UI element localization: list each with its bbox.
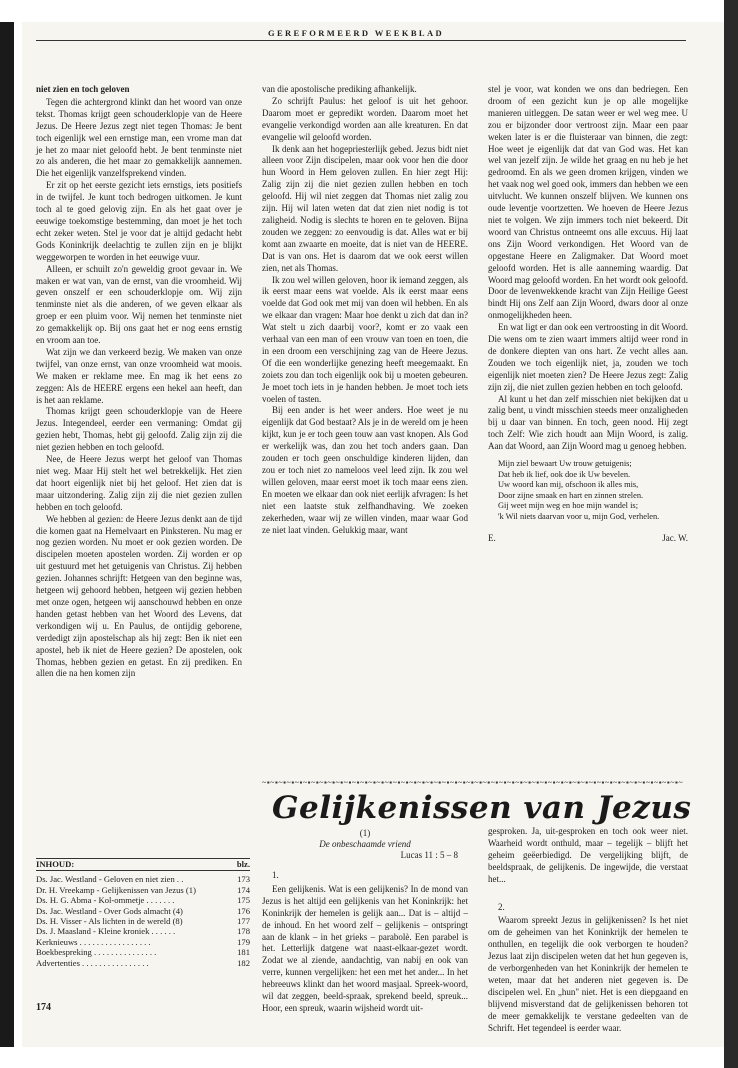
paragraph: Waarom spreekt Jezus in gelijkenissen? Is het niet om de geheimen van het Koninkrijk der hemelen te onthullen, en tegelijk die ook verborgen te houden? Jezus laat zijn discipelen weten dat het hun gegeven is, de verborgenheden van het Koninkrijk der hemelen te weten, maar dat het anderen niet gegeven is. De discipelen wel. En „hun" niet. Het is een diepgaand en blijvend misverstand dat de gelijkenissen behoren tot de meer gemakkelijk te verstane gedeelten van de Schrift. Het tegendeel is eerder waar. <box>488 915 688 1033</box>
article1-column-1 <box>36 84 242 680</box>
toc-heading: INHOUD: <box>36 859 75 869</box>
paragraph: Tegen die achtergrond klinkt dan het woord van onze tekst. Thomas krijgt geen schouderklopje van de Heere Jezus. De Heere Jezus zegt niet tegen Thomas: Je bent toch eigenlijk wel een ernstige man, een vrome man dat je het zo maar niet geloofd hebt. Je bent tenminste niet zo als anderen, die het maar zo gemakkelijk aannemen. Die het eigenlijk vanzelfsprekend vinden. <box>36 96 242 179</box>
author-signature: Jac. W. <box>662 532 688 543</box>
poem-line: Dat heb ik lief, ook doe ik Uw bevelen. <box>498 469 631 479</box>
paragraph: Ik zou wel willen geloven, hoor ik iemand zeggen, als ik eerst maar eens wat voelde. Als ik eerst maar eens voelde dat God ook met mij van doen wil hebben. En als we elkaar dan vragen: Maar hoe denkt u zich dat dan in? Wat stelt u zich daarbij voor?, komt er zo vaak een verhaal van een man of een vrouw van toen en toen, die in een droom een verschijning zag van de Heere Jezus. Of die een wonderlijke genezing heeft meegemaakt. En zoiets zou dan toch eigenlijk ook bij u moeten gebeuren. Je moet toch iets in je handen hebben. Je moet toch iets voelen of tasten. <box>262 274 468 404</box>
article2-number: (1) <box>359 828 371 838</box>
paragraph: stel je voor, wat konden we ons dan bedriegen. Een droom of een gezicht kun je op alle mogelijke manieren uitleggen. De satan weer er wel weg mee. U zou er bijzonder door vertroost zijn. Maar een paar weken later is er die fluisteraar van binnen, die zegt: Hoe weet je eigenlijk dat dat van God was. Het kan wel van jezelf zijn. Je wilde het graag en nu heb je het gedroomd. En als we geen dromen krijgen, vinden we het vaak nog wel goed ook, immers dan hebben we een uitvlucht. We kunnen onszelf blijven. We kunnen ons oude leventje voortzetten. We hoeven de Heere Jezus niet te volgen. We zijn immers toch niet bekeerd. Dit woord van Christus ontneemt ons alle excuus. Hij laat ons Zijn Woord verkondigen. Het Woord van de opgestane Heere en Zaligmaker. Dat Woord moet geloofd worden. Het is alle aanneming waardig. Dat Woord mag geloofd worden. En het wordt ook geloofd. Door de levenwekkende kracht van Zijn Heilige Geest bindt Hij ons Zelf aan Zijn Woord, dwars door al onze onmogelijkheden heen. <box>488 84 688 321</box>
scan-right-edge <box>724 0 738 1068</box>
paragraph: En wat ligt er dan ook een vertroosting in dit Woord. Die wens om te zien waart immers altijd weer rond in de donkere diepten van ons hart. Ze vecht alles aan. Zouden we toch eigenlijk niet, ja, zouden we toch eigenlijk niet moeten zien? De Heere Jezus zegt: Zalig zijn zij, die niet zullen gezien hebben en toch geloofd. <box>488 322 688 392</box>
article2-subheading <box>262 828 468 861</box>
paragraph: gesproken. Ja, uit-gesproken en toch ook weer niet. Waarheid wordt onthuld, maar – tegelijk – blijft het geheim geëerbiedigd. De vergelijking blijft, de beeldspraak, de gelijkenis. De ingewijde, die verstaat het... <box>488 826 688 884</box>
article2-title: Gelijkenissen van Jezus <box>272 790 692 826</box>
poem-line: 'k Wil niets daarvan voor u, mijn God, verhelen. <box>498 512 660 522</box>
poem-line: Mijn ziel bewaart Uw trouw getuigenis; <box>498 459 632 469</box>
toc-entry[interactable]: Ds. H. G. Abma - Kol-ommetje . . . . . . . 175 <box>36 895 250 906</box>
masthead-rule <box>36 40 686 41</box>
toc-entry[interactable]: Ds. H. Visser - Als lichten in de wereld (8) 177 <box>36 916 250 927</box>
masthead: GEREFORMEERD WEEKBLAD <box>267 28 445 38</box>
paragraph: Al kunt u het dan zelf misschien niet bekijken dat u zalig bent, u vindt misschien steeds meer onzaligheden bij u daar van binnen. En toch, geen nood. Hij zegt toch Zelf: Wie zich houdt aan Mijn Woord, is zalig. Aan dat Woord, aan Zijn Woord mag u genoeg hebben. <box>488 393 688 452</box>
toc-entry[interactable]: Kerknieuws . . . . . . . . . . . . . . . . . 179 <box>36 936 250 947</box>
article2-subtitle: De onbeschaamde vriend <box>319 839 411 849</box>
toc-blz: blz. <box>236 859 250 869</box>
psalm-verse <box>498 459 688 523</box>
paragraph: Nee, de Heere Jezus werpt het geloof van Thomas niet weg. Maar Hij stelt het wel betrekkelijk. Het zien dat hoort eigenlijk niet bij het geloof. Het zien dat is maar uitzondering. Zalig zijn zij die niet gezien zullen hebben en toch geloofd. <box>36 454 242 512</box>
article1-heading: niet zien en toch geloven <box>36 84 130 94</box>
paragraph: Alleen, er schuilt zo'n geweldig groot gevaar in. We maken er wat van, van de ernst, van die vroomheid. Wij geven onszelf er een schouderklopje om. Wij zijn tenminste niet als die anderen, of we geven elkaar als groep er een pluim voor. Wij nemen het tenminste niet zo gemakkelijk op. Bij ons gaat het er nog eens ernstig en vroom aan toe. <box>36 263 242 346</box>
paragraph: We hebben al gezien: de Heere Jezus denkt aan de tijd die komen gaat na Hemelvaart en Pinksteren. Nu mag er nog gezien worden. Nu moet er ook gezien worden. De discipelen moeten apostelen worden. Zij worden er op uit gestuurd met het getuigenis van Christus. Zij hebben gezien. Johannes schrijft: Hetgeen van den beginne was, hetgeen wij gehoord hebben, hetgeen wij gezien hebben met onze ogen, hetgeen wij aanschouwd hebben en onze handen getast hebben van het Woord des Levens, dat verkondigen wij u. En Paulus, de ontijdig geborene, verdedigt zijn apostelschap als hij zegt: Ben ik niet een apostel, heb ik niet de Heere gezien? De apostelen, ook Thomas, hebben gezien en getast. En zij prediken. En allen die na hen komen zijn <box>36 513 242 679</box>
article2-column-2 <box>488 826 688 1035</box>
paragraph: Ik denk aan het hogepriesterlijk gebed. Jezus bidt niet alleen voor Zijn discipelen, maar ook voor hen die door hun Woord in Hem geloven zullen. En hier zegt Hij: Zalig zijn zij die niet gezien zullen hebben en toch geloofd. Hij wil niet zeggen dat Thomas niet zalig zou zijn. Hij wil laten weten dat dat zien niet nodig is tot zaligheid. Nodig is slechts te horen en te geloven. Bijna zouden we zeggen: zo eenvoudig is dat. Alles wat er bij komt aan zwaarte en moeite, dat is niet van de HEERE. Dat is van ons. Het is daarom dat we ook eerst willen zien, net als Thomas. <box>262 143 468 273</box>
toc-entry[interactable]: Ds. Jac. Westland - Geloven en niet zien . . 173 <box>36 874 250 885</box>
poem-line: Door zijne smaak en hart en zinnen strelen. <box>498 490 644 500</box>
paragraph: Bij een ander is het weer anders. Hoe weet je nu eigenlijk dat God bestaat? Als je in de wereld om je heen kijkt, kun je er toch geen touw aan vast knopen. Als God er werkelijk was, dan zou het toch anders gaan. Dan zouden er toch geen onschuldige kinderen lijden, dan zou er toch niet zo nameloos veel leed zijn. Ik zou wel willen geloven, maar eerst moet ik toch maar eens zien. En moeten we elkaar dan ook niet eerlijk afvragen: Is het niet een laatste stuk zelfhandhaving. We zoeken zekerheden, waar wij ze willen vinden, maar waar God ze niet laat vinden. Gelukkig maar, want <box>262 405 468 535</box>
toc-entry[interactable]: Advertenties . . . . . . . . . . . . . . . . 182 <box>36 957 250 968</box>
poem-line: Gij weet mijn weg en hoe mijn wandel is; <box>498 501 639 511</box>
poem-line: Uw woord kan mij, ofschoon ik alles mis, <box>498 480 639 490</box>
page-number: 174 <box>36 1002 51 1013</box>
toc-entry[interactable]: Boekbespreking . . . . . . . . . . . . . . . 181 <box>36 947 250 958</box>
section-number: 1. <box>272 870 279 880</box>
signature-left: E. <box>488 532 496 543</box>
paragraph: Er zit op het eerste gezicht iets ernstigs, iets positiefs in de twijfel. Je kunt toch bedrogen uitkomen. Je kunt toch al te goed gelovig zijn. En als het gaat over je eeuwige toekomstige bestemming, dan moet je het toch echt zeker weten. Stel je voor dat je altijd gedacht hebt Gods Koninkrijk deelachtig te zullen zijn en je blijkt weggeworpen te worden in het eeuwige vuur. <box>36 180 242 262</box>
article1-column-2 <box>262 84 468 536</box>
section-number: 2. <box>498 901 505 912</box>
paragraph: Een gelijkenis. Wat is een gelijkenis? In de mond van Jezus is het altijd een gelijkenis van het Koninkrijk: het Koninkrijk der hemelen is gelijk aan... Dat is – altijd – de inhoud. En het woord zelf – gelijkenis – ontspringt aan de klank – in het grieks – parabolè. Een parabel is het. Letterlijk datgene wat naast-elkaar-gezet wordt. Zodat we al ziende, aandachtig, van nabij en ook van verre, kunnen vergelijken: het een met het ander... In het hebreeuws klinkt dan het woord masjaal. Spreek-woord, wil dat zeggen, beeld-spraak, sprekend beeld, spreuk... Hoor, een spreuk, waarin wijsheid wordt uit- <box>262 883 468 1013</box>
toc-entry[interactable]: Dr. H. Vreekamp - Gelijkenissen van Jezus (1) 174 <box>36 884 250 895</box>
paragraph: Zo schrijft Paulus: het geloof is uit het gehoor. Daarom moet er gepredikt worden. Daarom moet het evangelie verkondigd worden aan alle kreaturen. En dat evangelie wil geloofd worden. <box>262 95 468 142</box>
ornamental-divider: ~▪~▪~▪~▪~▪~▪~▪~▪~▪~▪~▪~▪~▪~▪~▪~▪~▪~▪~▪~▪~▪~▪~▪~▪~▪~▪~▪~▪~▪~▪~▪~▪~▪~▪~▪~▪~▪~▪~▪~▪~▪~▪~▪~▪~▪~▪~▪~▪~▪~▪~▪~ <box>262 779 684 787</box>
article1-column-3 <box>488 84 688 545</box>
paragraph: Wat zijn we dan verkeerd bezig. We maken van onze twijfel, van onze ernst, van onze vroomheid wat moois. We maken er reklame mee. En mag ik het eens zo zeggen: Als de HEERE ergens een hekel aan heeft, dan is het aan reklame. <box>36 346 242 405</box>
toc-entry[interactable]: Ds. Jac. Westland - Over Gods almacht (4) 176 <box>36 905 250 916</box>
signature <box>488 533 688 545</box>
paragraph: van die apostolische prediking afhankelijk. <box>262 84 417 94</box>
article2-column-1 <box>262 870 468 1015</box>
table-of-contents <box>36 852 250 968</box>
toc-header <box>36 859 250 871</box>
toc-entry[interactable]: Ds. J. Maasland - Kleine kroniek . . . . . . 178 <box>36 926 250 937</box>
scan-left-edge <box>0 22 14 1047</box>
paragraph: Thomas krijgt geen schouderklopje van de Heere Jezus. Integendeel, eerder een vermaning: Omdat gij gezien hebt, Thomas, hebt gij geloofd. Zalig zijn zij die niet gezien hebben en toch geloofd. <box>36 406 242 453</box>
scripture-reference: Lucas 11 : 5 – 8 <box>400 850 458 860</box>
